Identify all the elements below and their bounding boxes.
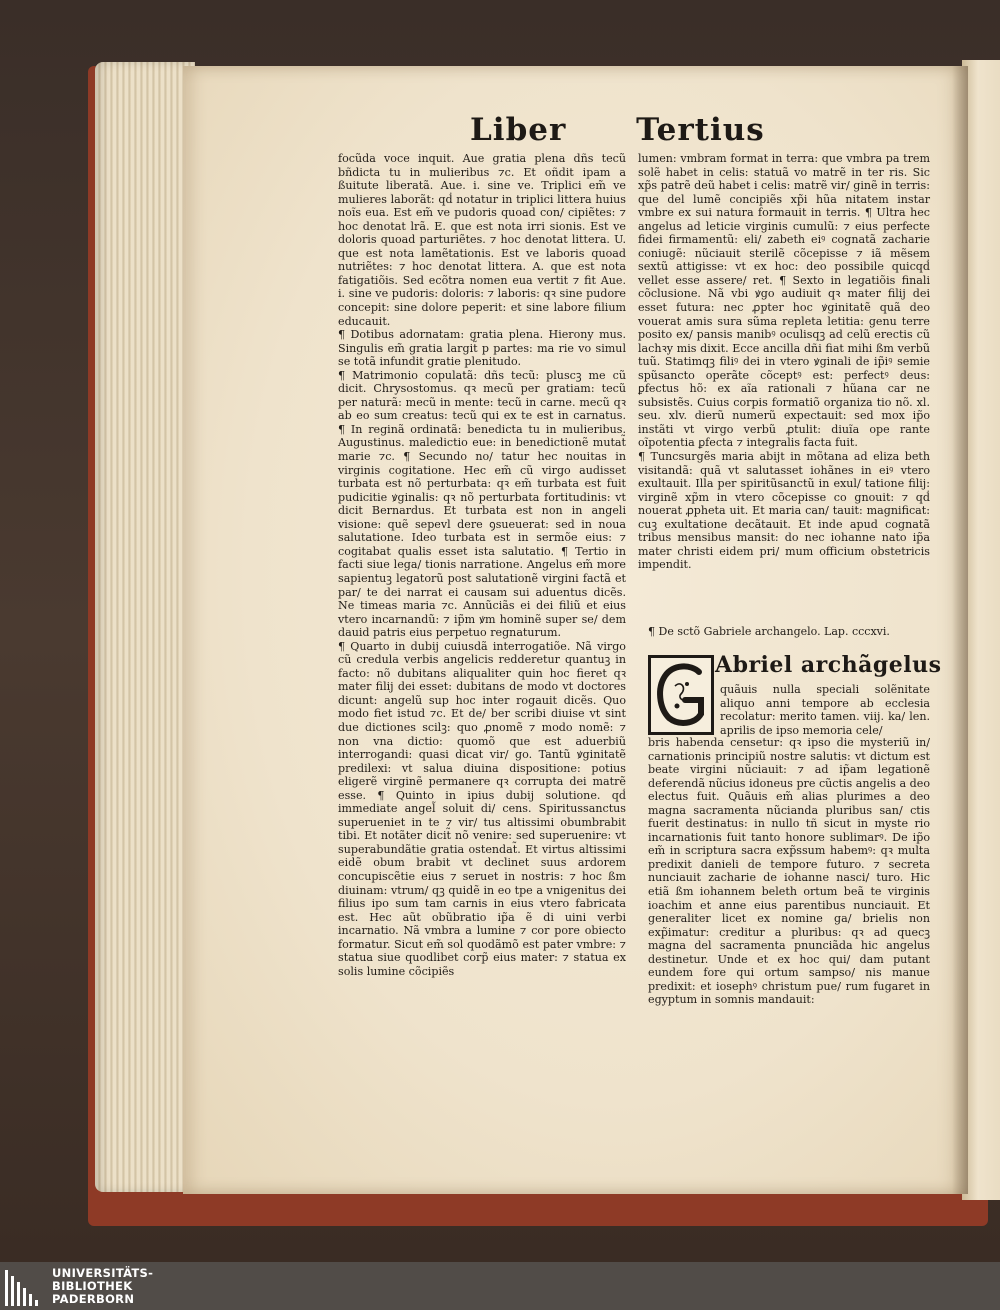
running-head-right: Tertius — [636, 112, 765, 148]
library-name — [52, 1267, 153, 1306]
chapter-text: bris habenda censetur: qꝛ ipso die mysteriũ in/ carnationis principiũ nostre salutis: vt dictum est beate virgini nũciauit: ⁊ ad ip̃am legationẽ deferendã nũcius idoneus pre cũctis angelis a deo electus fuit. Quãuis em̃ alias plurimes a deo magna sacramenta nũcianda pluribus san/ ctis fuerit destinatus: in nullo tñ sicut in myste rio incarnationis fuit tanto honore sublimarꝰ. De ip̃o em̃ in scriptura sacra exp̃ssum habemꝰ: qꝛ multa predixit danieli de tempore futuro. ⁊ secreta nunciauit zacharie de iohanne nasci/ turo. Hic etiã ßm iohannem beleth ortum beã te virginis ioachim et anne eius parentibus nunciauit. Et generaliter licet ex nomine ga/ brielis non exp̃imatur: creditur a pluribus: qꝛ ad quecꝫ magna del sacramenta pnunciãda hic angelus destinetur. Unde et ex hoc qui/ dam putant eundem fore qui ortum sampso/ nis manue predixit: et iosephꝰ christum pue/ rum fugaret in egyptum in somnis mandauit: — [648, 736, 930, 1007]
right-paragraph: lumen: vmbram format in terra: que vmbra pa trem solẽ habet in celis: statuã vo matrẽ in ter ris. Sic xp̃s patrẽ deũ habet i celis: matrẽ vir/ ginẽ in terris: que del lumẽ concipiẽs xp̃i hũa nitatem instar vmbre ex sui natura formauit in terris. ¶ Ultra hec angelus ad leticie virginis cumulũ: ⁊ eius perfecte fidei firmamentũ: eli/ zabeth eiꝰ cognatã zacharie coniugẽ: nũciauit sterilẽ cõcepisse ⁊ iã mẽsem sextũ attigisse: vt ex hoc: deo possibile quicqḋ vellet esse assere/ ret. ¶ Sexto in legatiõis finali cõclusione. Nã vbi ꝟgo audiuit qꝛ mater filij dei esset futura: nec ꝓpter hoc ꝟginitatẽ quã deo vouerat amis sura sũma repleta letitia: genu terre posito ex/ pansis manibꝰ oculisqꝫ ad celũ erectis cũ lachꝛy mis dixit. Ecce ancilla dñi fiat mihi ßm verbũ tuũ. Statimqꝫ filiꝰ dei in vtero ꝟginali de ip̃iꝰ semie spũsancto operãte cõceptꝰ est: perfectꝰ deus: ꝑfectus hõ: ex aĩa rationali ⁊ hũana car ne subsistẽs. Cuius corpis formatiõ organiza tio nõ. xl. seu. xlv. dierũ numerũ expectauit: sed mox ip̃o instãti vt virgo verbũ ꝓtulit: diuĩa ope rante oĩpotentia ꝑfecta ⁊ integralis facta fuit. — [638, 152, 930, 450]
decorated-initial — [648, 655, 714, 735]
left-column — [338, 152, 626, 1062]
initial-letter-icon — [651, 658, 711, 732]
right-column — [638, 152, 930, 672]
left-paragraph: focũda voce inquit. Aue gratia plena dñs tecũ bñdicta tu in mulieribus ⁊c. Et oñdit ipam a ßuitute liberatã. Aue. i. sine ve. Triplici em̃ ve mulieres laborãt: qḋ notatur in triplici littera huius noĩs eua. Est em̃ ve pudoris quoad con/ cipiẽtes: ⁊ hoc denotat lrã. E. que est nota irri sionis. Est ve doloris quoad parturiẽtes. ⁊ hoc denotat littera. U. que est nota lamẽtationis. Est ve laboris quoad nutriẽtes: ⁊ hoc denotat littera. A. que est nota fatigatiõis. Sed ecõtra nomen eua vertit ⁊ fit Aue. i. sine ve pudoris: doloris: ⁊ laboris: qꝛ sine pudore concepit: sine dolore peperit: et sine labore filium educauit. — [338, 152, 626, 328]
left-paragraph: ¶ Quarto in dubij cuiusdã interrogatiõe. Nã virgo cũ credula verbis angelicis redderetur quantuꝫ in facto: nõ dubitans aliqualiter quin hoc fieret qꝛ mater filij dei esset: dubitans de modo vt doctores dicunt: angelũ sup hoc inter rogauit dicẽs. Quo modo fiet istud ⁊c. Et de/ ber scribi diuise vt sint due dictiones scilꝫ: quo ꝓnomẽ ⁊ modo nomẽ: ⁊ non vna dictio: quomõ que est aduerbiũ interrogandi: quasi dicat vir/ go. Tantũ ꝟginitatẽ predilexi: vt salua diuina dispositione: potius eligerẽ virginẽ permanere qꝛ corrupta dei matrẽ esse. ¶ Quinto in ipius dubij solutione. qḋ immediate angel̃ soluit di/ cens. Spiritussanctus superueniet in te ⁊ vir/ tus altissimi obumbrabit tibi. Et notãter dicit̃ nõ venire: sed superuenire: vt superabundãtie gratia ostendat̃. Et virtus altissimi eidẽ obum brabit vt declinet suus ardorem concupiscẽtie eius ⁊ seruet in nostris: ⁊ hoc ßm diuinam: vtrum/ qꝫ quidẽ in eo tpe a vnigenitus dei filius ipo sum tam carnis in eius vtero fabricata est. Hec aũt obũbratio ip̃a ẽ di uini verbi incarnatio. Nã vmbra a lumine ⁊ cor pore obiecto formatur. Sicut em̃ sol quodãmõ est pater vmbre: ⁊ statua siue quodlibet corp̃ eius mater: ⁊ statua ex solis lumine cõcipiẽs — [338, 639, 626, 978]
running-head — [470, 112, 765, 148]
page-edges — [95, 62, 195, 1192]
running-head-left: Liber — [470, 112, 567, 148]
chapter-text-beside-initial: quãuis nulla speciali solẽnitate aliquo anni tempore ab ecclesia recolatur: merito tamen. viij. ka/ len. aprilis de ipso memoria cele/ — [720, 683, 930, 737]
library-footer — [0, 1262, 1000, 1310]
left-paragraph: ¶ Dotibus adornatam: gratia plena. Hierony mus. Singulis em̃ gratia largit̃ p partes: ma rie vo simul se totã infundit gratie plenitudo. — [338, 328, 626, 369]
library-name-line: PADERBORN — [52, 1292, 135, 1306]
chapter-heading: ¶ De sctõ Gabriele archangelo. Lap. cccxvi. — [648, 625, 890, 638]
chapter-incipit: Abriel archãgelus — [715, 652, 942, 678]
left-paragraph: ¶ Matrimonio copulatã: dñs tecũ: pluscꝫ me cũ dicit. Chrysostomus. qꝛ mecũ per gratiam: tecũ per naturã: mecũ in mente: tecũ in carne. mecũ qꝛ ab eo sum creatus: tecũ qui ex te est in carnatus. ¶ In reginã ordinatã: benedicta tu in mulieribus. Augustinus. maledictio eue: in benedictionẽ mutat̃ marie ⁊c. ¶ Secundo no/ tatur hec nouitas in virginis cogitatione. Hec em̃ cũ virgo audisset turbata est nõ perturbata: qꝛ em̃ turbata est fuit pudicitie ꝟginalis: qꝛ nõ perturbata fortitudinis: vt dicit Bernardus. Et turbata est non in angeli visione: quẽ sepevl dere ꝯsueuerat: sed in noua salutatione. Ideo turbata est in sermõe eius: ⁊ cogitabat qualis esset ista salutatio. ¶ Tertio in facti siue lega/ tionis narratione. Angelus em̃ more sapientuꝫ legatorũ post salutationẽ virgini factã et par/ te dei narrat ei causam sui aduentus dicẽs. Ne timeas maria ⁊c. Annũciãs ei dei filiũ et eius vtero incarnandũ: ⁊ ip̃m ꝟm hominẽ super se/ dem dauid patris eius perpetuo regnaturum. — [338, 368, 626, 640]
library-name-line: BIBLIOTHEK — [52, 1279, 133, 1293]
library-logo-icon — [3, 1268, 47, 1308]
library-name-line: UNIVERSITÄTS- — [52, 1266, 154, 1280]
right-paragraph: ¶ Tuncsurgẽs maria abijt in mõtana ad eliza beth visitandã: quã vt salutasset iohãnes in eiꝰ vtero exultauit. Illa per spiritũsanctũ in exul/ tatione filij: virginẽ xp̃m in vtero cõcepisse co gnouit: ⁊ qḋ nouerat ꝓpheta uit. Et maria can/ tauit: magnificat: cuꝫ exultatione decãtauit. Et inde apud cognatã tribus mensibus mansit: do nec iohanne nato ip̃a mater christi eidem pri/ mum officium obstetricis impendit. — [638, 450, 930, 572]
gutter-shadow — [952, 66, 968, 1194]
